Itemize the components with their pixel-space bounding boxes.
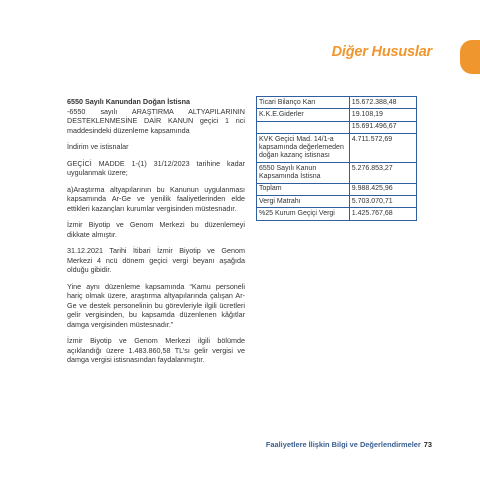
row-value: 19.108,19 — [349, 109, 416, 121]
row-label: KVK Geçici Mad. 14/1-a kapsamında değerlemeden doğan kazanç istisnası — [257, 134, 350, 163]
table-row — [257, 121, 417, 133]
page-number: 73 — [423, 440, 432, 449]
table-row — [257, 162, 417, 183]
paragraph-temporary-article: GEÇİCİ MADDE 1-(1) 31/12/2023 tarihine kadar uygulanmak üzere; — [67, 158, 245, 177]
table-row — [257, 97, 417, 109]
paragraph-personnel-exemption: Yine aynı düzenleme kapsamında “Kamu personeli hariç olmak üzere, araştırma altyapılarında çalışan Ar-Ge ve destek personelinin bu görevleriyle ilgili ücretleri gelir vergisinden, bu kapsamda düzenlenen kâğıtlar damga vergisinden müstesnadır.” — [67, 281, 245, 329]
page-footer — [266, 440, 432, 449]
table-row — [257, 195, 417, 207]
section-title: Diğer Hususlar — [331, 44, 432, 60]
paragraph-deductions: İndirim ve istisnalar — [67, 142, 129, 151]
row-label — [257, 121, 350, 133]
row-value: 15.691.496,67 — [349, 121, 416, 133]
row-label: Ticari Bilanço Karı — [257, 97, 350, 109]
table-row — [257, 109, 417, 121]
row-value: 15.672.388,48 — [349, 97, 416, 109]
paragraph-benefit-amount: İzmir Biyotip ve Genom Merkezi ilgili bölümde açıklandığı üzere 1.483.860,58 TL’sı gelir vergisi ve damga vergisi istisnasından faydalanmıştır. — [67, 336, 245, 364]
row-label: 6550 Sayılı Kanun Kapsamında İstisna — [257, 162, 350, 183]
row-value: 5.703.070,71 — [349, 195, 416, 207]
row-label: %25 Kurum Geçiçi Vergi — [257, 208, 350, 220]
table-row — [257, 208, 417, 220]
paragraph-center-applied: İzmir Biyotip ve Genom Merkezi bu düzenlemeyi dikkate almıştır. — [67, 220, 245, 239]
row-label: K.K.E.Giderler — [257, 109, 350, 121]
row-label: Toplam — [257, 183, 350, 195]
left-text-column — [67, 97, 245, 372]
row-value: 4.711.572,69 — [349, 134, 416, 163]
section-heading: 6550 Sayılı Kanundan Doğan İstisna — [67, 97, 191, 106]
paragraph-law-scope: -6550 sayılı ARAŞTIRMA ALTYAPILARININ DESTEKLENMESİNE DAİR KANUN geçici 1 nci maddesindeki düzenleme kapsamında — [67, 106, 245, 135]
row-value: 9.988.425,96 — [349, 183, 416, 195]
table-row — [257, 183, 417, 195]
paragraph-exemption-a: a)Araştırma altyapılarının bu Kanunun uygulanması kapsamında Ar-Ge ve yenilik faaliyetlerinden elde ettikleri kazançları kurumlar vergisinden müstesnadır. — [67, 184, 245, 213]
row-value: 1.425.767,68 — [349, 208, 416, 220]
section-tab-marker — [460, 40, 480, 74]
tax-summary-table — [256, 96, 417, 221]
paragraph-tax-declaration: 31.12.2021 Tarihi İtibari İzmir Biyotip ve Genom Merkezi 4 ncü dönem geçici vergi beyanı aşağıda olduğu gibidir. — [67, 246, 245, 274]
footer-section-text: Faaliyetlere İlişkin Bilgi ve Değerlendirmeler — [265, 440, 421, 449]
row-value: 5.276.853,27 — [349, 162, 416, 183]
tax-summary-panel — [256, 96, 417, 221]
table-row — [257, 134, 417, 163]
row-label: Vergi Matrahı — [257, 195, 350, 207]
